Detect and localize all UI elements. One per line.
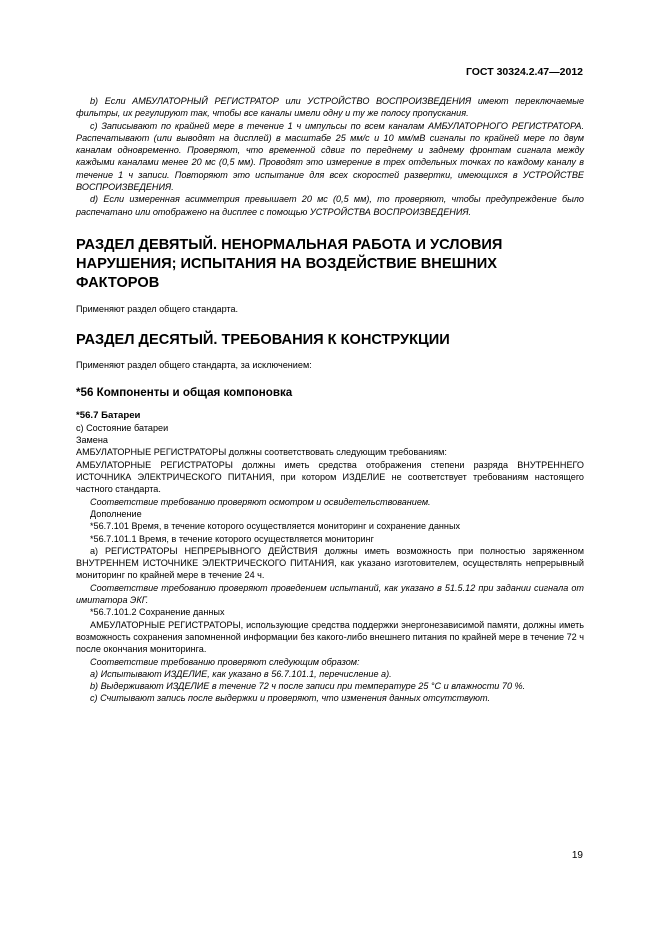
step-c: c) Считывают запись после выдержки и проверяют, что изменения данных отсутствуют. [90, 693, 491, 704]
document-number: ГОСТ 30324.2.47—2012 [465, 66, 583, 78]
clause-56-title: *56 Компоненты и общая компоновка [76, 385, 293, 399]
compliance-method: Соответствие требованию проверяют следующим образом: [90, 656, 360, 667]
page-number: 19 [571, 850, 583, 861]
section-9-text: Применяют раздел общего стандарта. [76, 303, 239, 314]
addition-label: Дополнение [90, 508, 142, 519]
section-10-title: РАЗДЕЛ ДЕСЯТЫЙ. ТРЕБОВАНИЯ К КОНСТРУКЦИИ [76, 332, 450, 349]
paragraph-c: c) Записывают по крайней мере в течение 1 ч импульсы по всем каналам АМБУЛАТОРНОГО РЕГИСТРАТОРА. Распечатывают (или выводят на дисплей) в масштабе 25 мм/с и 10 мм/мВ сигналы по крайней мере по двум каналам одновременно. Проверяют, что временной сдвиг по переднему и заднему фронтам сигнала между каждыми каналами менее 20 мс (0,5 мм). Проводят это измерение в трех отдельных точках по каждому каналу в течение 1 ч записи. Повторяют это испытание для всех скоростей развертки, имеющихся в УСТРОЙСТВЕ ВОСПРОИЗВЕДЕНИЯ. [76, 120, 584, 193]
continuous-recorders: a) РЕГИСТРАТОРЫ НЕПРЕРЫВНОГО ДЕЙСТВИЯ должны иметь возможность при полностью заряженном ВНУТРЕННЕМ ИСТОЧНИКЕ ЭЛЕКТРИЧЕСКОГО ПИТАНИЯ, как указано изготовителем, осуществлять непрерывный мониторинг по крайней мере в течение 24 ч. [76, 545, 584, 581]
paragraph-d: d) Если измеренная асимметрия превышает 20 мс (0,5 мм), то проверяют, чтобы предупреждение было распечатано или отображено на дисплее с помощью УСТРОЙСТВА ВОСПРОИЗВЕДЕНИЯ. [76, 194, 584, 217]
section-10-text: Применяют раздел общего стандарта, за исключением: [76, 360, 312, 371]
requirements-text: АМБУЛАТОРНЫЕ РЕГИСТРАТОРЫ должны иметь средства отображения степени разряда ВНУТРЕННЕГО ИСТОЧНИКА ЭЛЕКТРИЧЕСКОГО ПИТАНИЯ, при котором ИЗДЕЛИЕ не соответствует требованиям настоящего частного стандарта. [76, 459, 584, 495]
data-retention: АМБУЛАТОРНЫЕ РЕГИСТРАТОРЫ, использующие средства поддержки энергонезависимой памяти, должны иметь возможность сохранения запомненной информации без какого-либо внешнего питания по крайней мере в течение 72 ч после окончания мониторинга. [76, 619, 584, 655]
clause-56-7-101-2: *56.7.101.2 Сохранение данных [90, 607, 225, 618]
paragraph-b: b) Если АМБУЛАТОРНЫЙ РЕГИСТРАТОР или УСТРОЙСТВО ВОСПРОИЗВЕДЕНИЯ имеют переключаемые фильтры, их регулируют так, чтобы все каналы имели одну и ту же полосу пропускания. [76, 96, 584, 119]
battery-state: с) Состояние батареи [76, 422, 169, 433]
step-a: a) Испытывают ИЗДЕЛИЕ, как указано в 56.7.101.1, перечисление а). [90, 668, 392, 679]
requirements-intro: АМБУЛАТОРНЫЕ РЕГИСТРАТОРЫ должны соответствовать следующим требованиям: [76, 447, 447, 458]
step-b: b) Выдерживают ИЗДЕЛИЕ в течение 72 ч после записи при температуре 25 °С и влажности 70 %. [90, 681, 526, 692]
page-content [76, 95, 584, 705]
clause-56-7-title: *56.7 Батареи [76, 409, 141, 421]
section-9-title: РАЗДЕЛ ДЕВЯТЫЙ. НЕНОРМАЛЬНАЯ РАБОТА И УСЛОВИЯ НАРУШЕНИЯ; ИСПЫТАНИЯ НА ВОЗДЕЙСТВИЕ ВНЕШНИХ ФАКТОРОВ [76, 236, 503, 291]
compliance-inspection: Соответствие требованию проверяют осмотром и освидетельствованием. [90, 496, 431, 507]
compliance-test: Соответствие требованию проверяют проведением испытаний, как указано в 51.5.12 при задании сигнала от имитатора ЭКГ. [76, 582, 584, 606]
clause-56-7-101-1: *56.7.101.1 Время, в течение которого осуществляется мониторинг [90, 533, 374, 544]
replacement-label: Замена [76, 435, 108, 446]
clause-56-7-101: *56.7.101 Время, в течение которого осуществляется мониторинг и сохранение данных [90, 521, 461, 532]
